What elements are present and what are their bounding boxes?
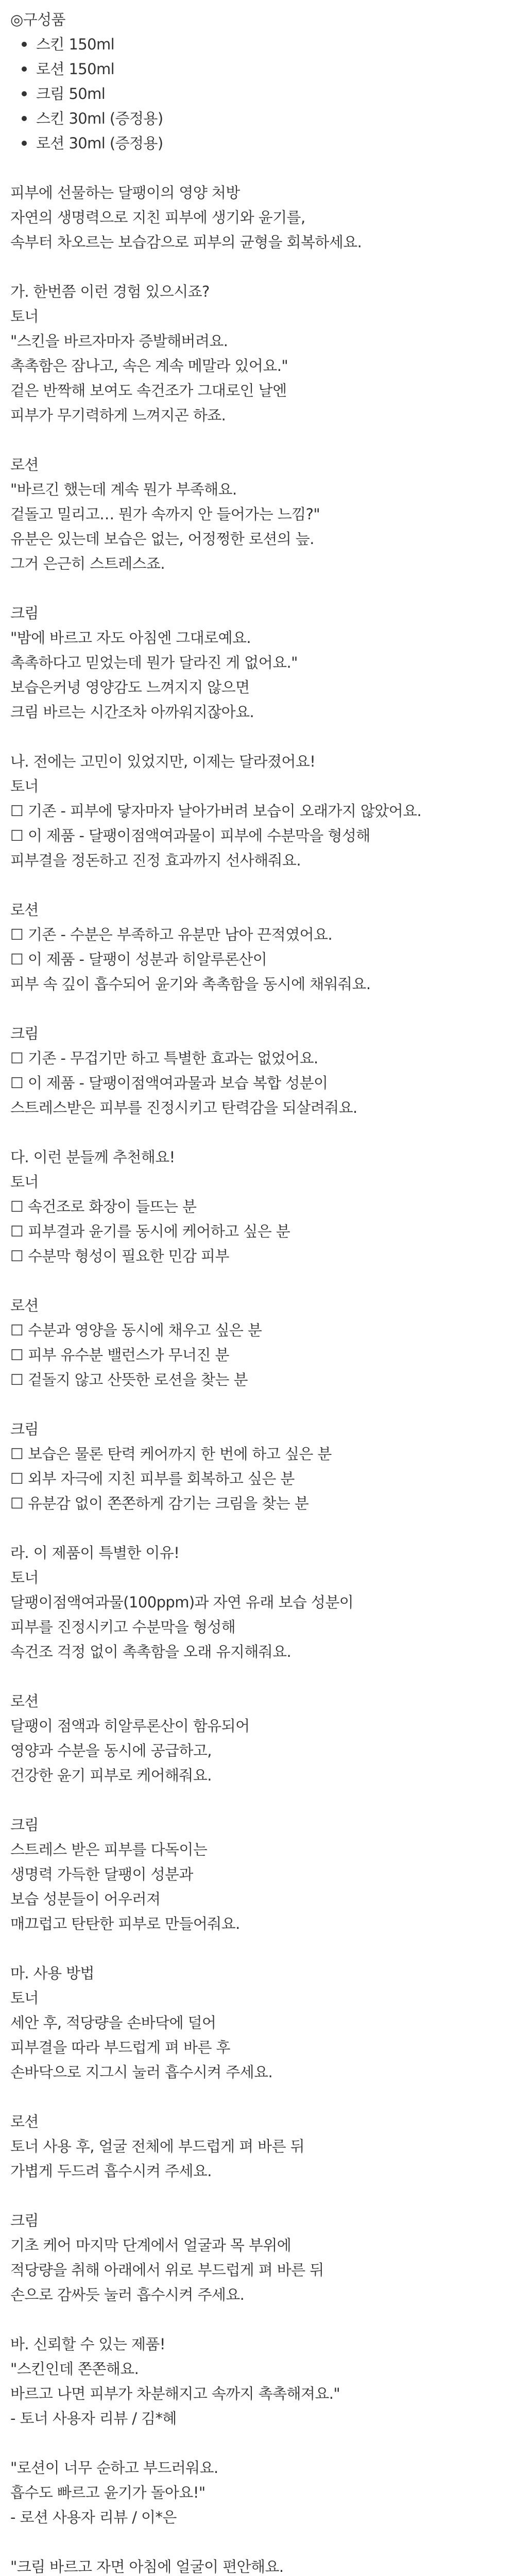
review-line: 흡수도 빠르고 윤기가 돌아요!": [10, 2484, 205, 2501]
bullet-dot-icon: [22, 91, 27, 96]
section-heading: 마. 사용 방법: [10, 1964, 94, 1982]
text-line: ☐ 외부 자극에 지친 피부를 회복하고 싶은 분: [10, 1470, 295, 1487]
review-author: - 로션 사용자 리뷰 / 이*은: [10, 2509, 177, 2526]
text-line: 크림: [10, 2212, 39, 2229]
text-line: ☐ 기존 - 무겁기만 하고 특별한 효과는 없었어요.: [10, 1049, 318, 1067]
text-line: 토너: [10, 777, 39, 795]
text-line: ☐ 기존 - 수분은 부족하고 유분만 남아 끈적였어요.: [10, 926, 333, 943]
text-line: 스트레스받은 피부를 진정시키고 탄력감을 되살려줘요.: [10, 1099, 357, 1116]
composition-item: 로션 150ml: [10, 57, 505, 81]
composition-item: 크림 50ml: [10, 81, 505, 106]
text-line: 겉은 반짝해 보여도 속건조가 그대로인 날엔: [10, 382, 287, 399]
text-line: 로션: [10, 1297, 39, 1314]
text-line: "밤에 바르고 자도 아침엔 그대로예요.: [10, 629, 251, 647]
bullet-dot-icon: [22, 116, 27, 121]
text-line: 속건조 걱정 없이 촉촉함을 오래 유지해줘요.: [10, 1643, 291, 1660]
text-line: 토너: [10, 1989, 39, 2007]
text-line: "바르긴 했는데 계속 뭔가 부족해요.: [10, 481, 237, 498]
text-line: 보습 성분들이 어우러져: [10, 1890, 161, 1908]
intro-line: 속부터 차오르는 보습감으로 피부의 균형을 회복하세요.: [10, 233, 362, 251]
text-line: 크림 바르는 시간조차 아까워지잖아요.: [10, 703, 254, 721]
review-line: "로션이 너무 순하고 부드러워요.: [10, 2459, 218, 2477]
text-line: ☐ 수분과 영양을 동시에 채우고 싶은 분: [10, 1321, 262, 1339]
text-line: 손바닥으로 지그시 눌러 흡수시켜 주세요.: [10, 2063, 273, 2081]
composition-item: 로션 30ml (증정용): [10, 131, 505, 156]
text-line: 크림: [10, 604, 39, 622]
section-heading: 가. 한번쯤 이런 경험 있으시죠?: [10, 283, 210, 300]
bullet-dot-icon: [22, 42, 27, 47]
text-line: 피부 속 깊이 흡수되어 윤기와 촉촉함을 동시에 채워줘요.: [10, 975, 371, 993]
text-line: 피부를 진정시키고 수분막을 형성해: [10, 1618, 236, 1636]
bullet-dot-icon: [22, 66, 27, 72]
text-line: 달팽이점액여과물(100ppm)과 자연 유래 보습 성분이: [10, 1594, 354, 1611]
text-line: 유분은 있는데 보습은 없는, 어정쩡한 로션의 늪.: [10, 530, 314, 548]
text-line: ☐ 유분감 없이 쫀쫀하게 감기는 크림을 찾는 분: [10, 1495, 309, 1512]
text-line: ☐ 기존 - 피부에 닿자마자 날아가버려 보습이 오래가지 않았어요.: [10, 802, 422, 820]
review-line: 바르고 나면 피부가 차분해지고 속까지 촉촉해져요.": [10, 2385, 340, 2402]
text-line: 로션: [10, 456, 39, 473]
text-line: 보습은커녕 영양감도 느껴지지 않으면: [10, 679, 250, 696]
composition-item: 스킨 150ml: [10, 32, 505, 57]
text-line: ☐ 피부결과 윤기를 동시에 케어하고 싶은 분: [10, 1223, 290, 1240]
section-heading: 나. 전에는 고민이 있었지만, 이제는 달라졌어요!: [10, 753, 316, 770]
text-line: ☐ 속건조로 화장이 들뜨는 분: [10, 1198, 197, 1215]
text-line: 크림: [10, 1816, 39, 1834]
text-line: 기초 케어 마지막 단계에서 얼굴과 목 부위에: [10, 2236, 291, 2254]
text-line: 크림: [10, 1420, 39, 1438]
text-line: 로션: [10, 1692, 39, 1710]
text-line: 토너: [10, 308, 39, 325]
text-line: "스킨을 바르자마자 증발해버려요.: [10, 332, 228, 350]
review-author: - 토너 사용자 리뷰 / 김*혜: [10, 2410, 177, 2427]
text-line: 피부결을 따라 부드럽게 펴 바른 후: [10, 2039, 230, 2056]
text-line: 손으로 감싸듯 눌러 흡수시켜 주세요.: [10, 2286, 245, 2303]
text-line: ☐ 수분막 형성이 필요한 민감 피부: [10, 1247, 229, 1265]
text-line: 건강한 윤기 피부로 케어해줘요.: [10, 1767, 212, 1784]
text-line: 로션: [10, 901, 39, 919]
section-heading: 다. 이런 분들께 추천해요!: [10, 1148, 175, 1166]
text-line: 촉촉함은 잠나고, 속은 계속 메말라 있어요.": [10, 357, 288, 375]
text-line: ☐ 겉돌지 않고 산뜻한 로션을 찾는 분: [10, 1371, 248, 1388]
intro-line: 자연의 생명력으로 지친 피부에 생기와 윤기를,: [10, 209, 305, 226]
text-line: ☐ 이 제품 - 달팽이점액여과물이 피부에 수분막을 형성해: [10, 827, 370, 844]
bullet-dot-icon: [22, 141, 27, 146]
text-line: ☐ 이 제품 - 달팽이 성분과 히알루론산이: [10, 951, 267, 968]
text-line: 토너: [10, 1569, 39, 1586]
text-line: 그거 은근히 스트레스죠.: [10, 555, 165, 572]
review-line: "스킨인데 쫀쫀해요.: [10, 2360, 139, 2378]
section-heading: 바. 신뢰할 수 있는 제품!: [10, 2335, 165, 2353]
text-line: ☐ 이 제품 - 달팽이점액여과물과 보습 복합 성분이: [10, 1074, 328, 1092]
text-line: 토너: [10, 1173, 39, 1191]
text-line: 토너 사용 후, 얼굴 전체에 부드럽게 펴 바른 뒤: [10, 2138, 305, 2155]
text-line: 스트레스 받은 피부를 다독이는: [10, 1841, 208, 1858]
text-line: 영양과 수분을 동시에 공급하고,: [10, 1742, 212, 1759]
text-line: 겉돌고 밀리고… 뭔가 속까지 안 들어가는 느낌?": [10, 505, 320, 523]
section-heading: 라. 이 제품이 특별한 이유!: [10, 1544, 180, 1562]
review-line: "크림 바르고 자면 아침에 얼굴이 편안해요.: [10, 2558, 284, 2575]
composition-item: 스킨 30ml (증정용): [10, 106, 505, 131]
text-line: 세안 후, 적당량을 손바닥에 덜어: [10, 2014, 216, 2031]
text-line: 매끄럽고 탄탄한 피부로 만들어줘요.: [10, 1915, 240, 1933]
text-line: 피부결을 정돈하고 진정 효과까지 선사해줘요.: [10, 852, 301, 869]
text-line: 가볍게 두드려 흡수시켜 주세요.: [10, 2162, 212, 2180]
text-line: 달팽이 점액과 히알루론산이 함유되어: [10, 1717, 250, 1735]
text-line: 로션: [10, 2113, 39, 2130]
text-line: 촉촉하다고 믿었는데 뭔가 달라진 게 없어요.": [10, 654, 298, 671]
text-line: 생명력 가득한 달팽이 성분과: [10, 1866, 193, 1883]
composition-heading: ◎구성품: [10, 11, 65, 28]
intro-line: 피부에 선물하는 달팽이의 영양 처방: [10, 184, 240, 201]
text-line: ☐ 보습은 물론 탄력 케어까지 한 번에 하고 싶은 분: [10, 1445, 332, 1463]
text-line: 피부가 무기력하게 느껴지곤 하죠.: [10, 406, 226, 424]
text-line: ☐ 피부 유수분 밸런스가 무너진 분: [10, 1346, 229, 1364]
text-line: 적당량을 취해 아래에서 위로 부드럽게 펴 바른 뒤: [10, 2261, 324, 2279]
text-line: 크림: [10, 1025, 39, 1042]
